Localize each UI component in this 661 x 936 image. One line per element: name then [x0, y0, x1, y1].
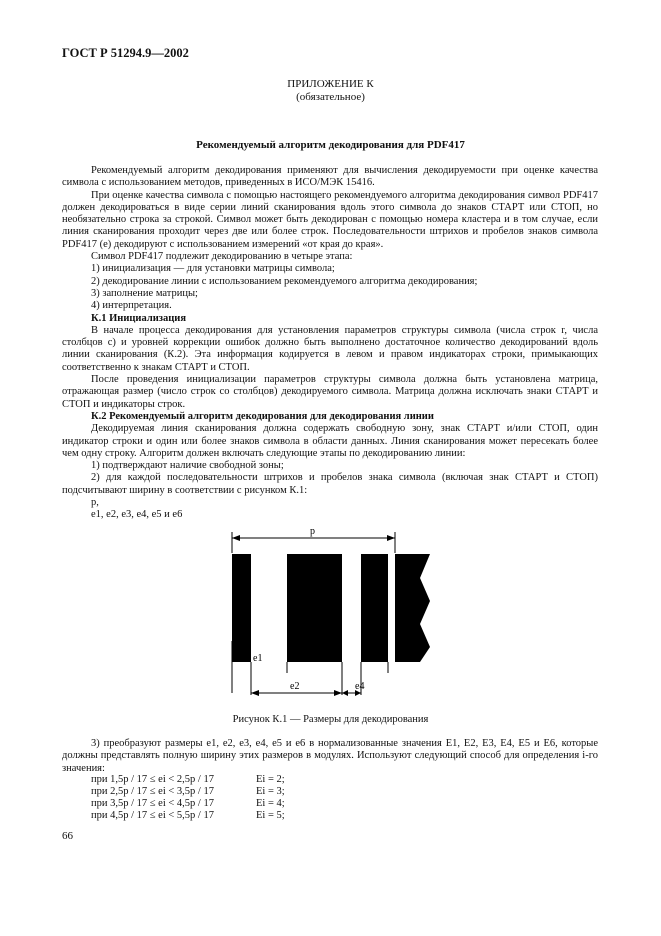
bar-3 — [361, 554, 388, 662]
p-arrow-left — [232, 535, 240, 541]
variable-p: р, — [91, 497, 99, 509]
rule-result: Еi = 3; — [256, 786, 285, 797]
rule-result: Еi = 4; — [256, 798, 285, 809]
paragraph-stages: Символ PDF417 подлежит декодированию в четыре этапа: — [91, 251, 353, 263]
label-e3: е3 — [317, 653, 327, 664]
paragraph-k1-matrix: После проведения инициализации параметров структуры символа должна быть установлена матрица, отражающая размер (число строк со столбцов) декодируемого символа. Матрица должна исключать знаки СТАРТ и СТОП и индикаторы строк. — [62, 374, 598, 410]
label-p: р — [310, 526, 315, 537]
e4-arrow-left — [342, 690, 348, 696]
section-title: Рекомендуемый алгоритм декодирования для PDF417 — [196, 139, 465, 151]
rule-condition: при 3,5р / 17 ≤ еi < 4,5р / 17 — [91, 798, 214, 809]
heading-k1: К.1 Инициализация — [91, 312, 187, 324]
page-number: 66 — [62, 830, 73, 842]
rule-result: Еi = 2; — [256, 774, 285, 785]
list-item: 1) инициализация — для установки матрицы символа; — [91, 263, 335, 275]
paragraph-k1-init: В начале процесса декодирования для установления параметров структуры символа (числа строк r, числа столбцов с) и уровней коррекции ошибок должно быть выполнено достаточное количество декодирований вдоль линии сканирования (К.2). Эта информация кодируется в левом и правом индикаторах строки, примыкающих соответственно к знакам СТАРТ и СТОП. — [62, 324, 598, 373]
annex-title: ПРИЛОЖЕНИЕ К — [287, 78, 374, 90]
list-item: 3) заполнение матрицы; — [91, 287, 198, 299]
paragraph-k2-line: Декодируемая линия сканирования должна содержать свободную зону, знак СТАРТ и/или СТОП, один индикатор строки и один или более знаков символа в области данных. Линия сканирования может пересекать более чем одну строку. Алгоритм должен включать следующие этапы по декодированию линии: — [62, 423, 598, 459]
bar-1 — [232, 554, 251, 662]
paragraph-intro: Рекомендуемый алгоритм декодирования применяют для вычисления декодируемости при оценке качества символа с использованием методов, приведенных в ИСО/МЭК 15416. — [62, 165, 598, 189]
figure-decoding-dimensions — [0, 523, 661, 703]
standard-header: ГОСТ Р 51294.9—2002 — [62, 46, 189, 60]
paragraph-quality: При оценке качества символа с помощью настоящего рекомендуемого алгоритма декодирования символ PDF417 должен декодироваться в виде серии линий сканирования вдоль этого символа до знаков СТАРТ или СТОП, но необязательно строка за строкой. Символ может быть декодирован с помощью номера кластера и в том случае, если линия сканирования проходит через две или более строк. Последовательности штрихов и пробелов знаков символа PDF417 (е) декодируют с использованием измерений «от края до края». — [62, 189, 598, 250]
rule-condition: при 4,5р / 17 ≤ еi < 5,5р / 17 — [91, 810, 214, 821]
rule-condition: при 1,5р / 17 ≤ еi < 2,5р / 17 — [91, 774, 214, 785]
label-e1: е1 — [253, 653, 263, 664]
step-3-text — [62, 738, 598, 775]
step-2: 2) для каждой последовательности штрихов и пробелов знака символа (включая знак СТАРТ и СТОП) подсчитывают ширину в соответствии с рисунком К.1: — [62, 472, 598, 496]
bar-2 — [287, 554, 342, 662]
heading-k2: К.2 Рекомендуемый алгоритм декодирования для декодирования линии — [91, 410, 434, 422]
p-arrow-right — [387, 535, 395, 541]
list-item: 4) интерпретация. — [91, 300, 172, 312]
paragraph-step-3: 3) преобразуют размеры е1, е2, е3, е4, е5 и е6 в нормализованные значения Е1, Е2, Е3, Е4, Е5 и Е6, которые должны представлять полную ширину этих размеров в модулях. Используют следующий способ для определения i-го значения: — [62, 738, 598, 774]
e2-arrow-right — [334, 690, 342, 696]
label-e5: е5 — [372, 653, 382, 664]
label-e2: е2 — [290, 681, 300, 692]
variable-e: е1, е2, е3, е4, е5 и е6 — [91, 509, 183, 521]
e2-arrow-left — [251, 690, 259, 696]
label-e4: е4 — [355, 681, 365, 692]
bar-broken-edge — [395, 554, 430, 662]
list-item: 2) декодирование линии с использованием рекомендуемого алгоритма декодирования; — [91, 275, 478, 287]
step-1: 1) подтверждают наличие свободной зоны; — [91, 460, 284, 472]
annex-status: (обязательное) — [296, 91, 365, 103]
figure-caption: Рисунок К.1 — Размеры для декодирования — [232, 714, 429, 725]
body-text — [62, 165, 598, 522]
rule-condition: при 2,5р / 17 ≤ еi < 3,5р / 17 — [91, 786, 214, 797]
rule-result: Еi = 5; — [256, 810, 285, 821]
